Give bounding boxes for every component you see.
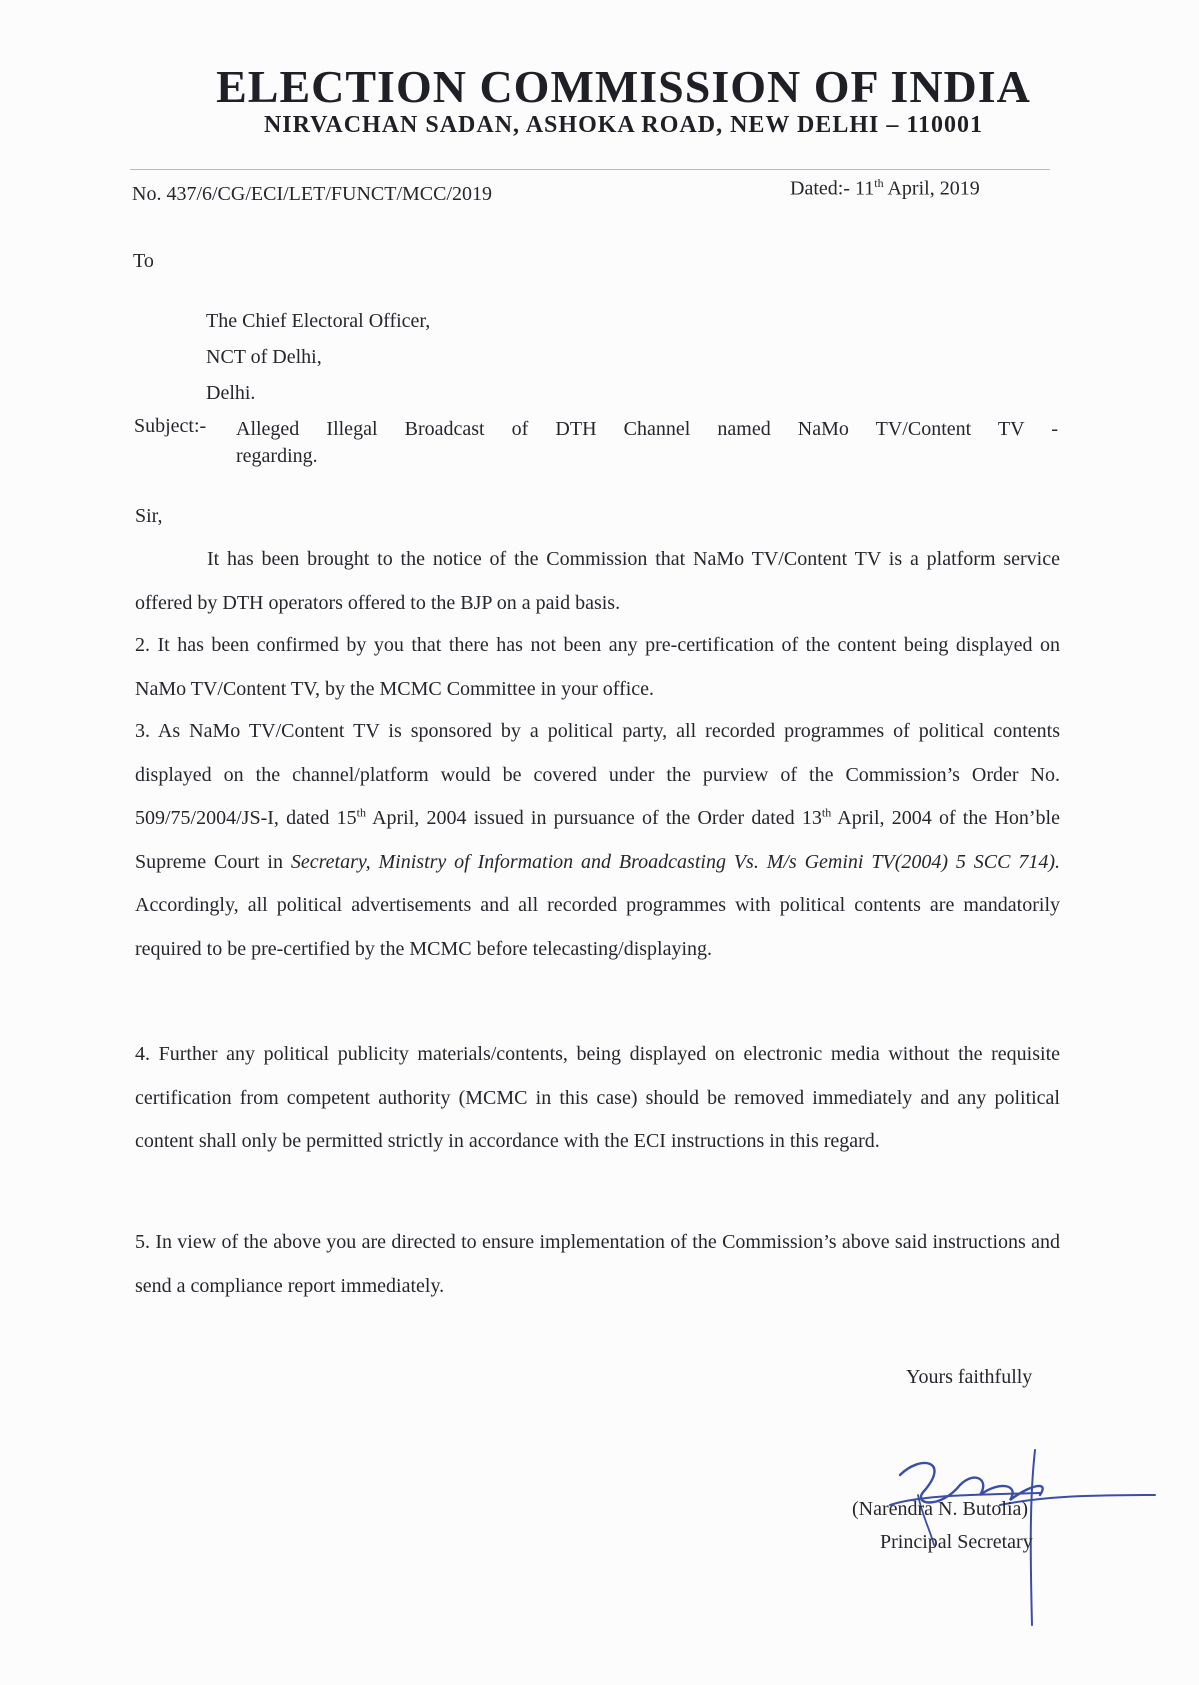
letterhead-address: NIRVACHAN SADAN, ASHOKA ROAD, NEW DELHI – 110001: [263, 112, 984, 138]
paragraph-1: It has been brought to the notice of the Commission that NaMo TV/Content TV is a platform service offered by DTH operators offered to the BJP on a paid basis.: [135, 548, 1060, 614]
subject-line-1: Alleged Illegal Broadcast of DTH Channel named NaMo TV/Content TV -: [236, 418, 1058, 440]
subject-label: Subject:-: [134, 415, 207, 437]
header-divider: [130, 169, 1050, 170]
recipient-line: The Chief Electoral Officer,: [206, 310, 431, 332]
recipient-line: Delhi.: [206, 382, 256, 404]
closing: Yours faithfully: [906, 1366, 1033, 1388]
signatory-title: Principal Secretary: [880, 1531, 1033, 1553]
paragraph-4: 4. Further any political publicity materials/contents, being displayed on electronic media without the requisite certification from competent authority (MCMC in this case) should be removed immediately and any political content shall only be permitted strictly in accordance with the ECI instructions in this regard.: [135, 1043, 1060, 1152]
signatory-name: (Narendra N. Butolia): [852, 1498, 1029, 1520]
subject-line-2: regarding.: [236, 445, 318, 467]
paragraph-5: 5. In view of the above you are directed to ensure implementation of the Commission’s above said instructions and send a compliance report immediately.: [135, 1231, 1060, 1297]
letterhead-title: ELECTION COMMISSION OF INDIA: [216, 61, 1031, 112]
paragraph-3: 3. As NaMo TV/Content TV is sponsored by a political party, all recorded programmes of political contents displayed on the channel/platform would be covered under the purview of the Commission’s Order No. 509/75/2004/JS-I, dated 15th April, 2004 issued in pursuance of the Order dated 13th April, 2004 of the Hon’ble Supreme Court in Secretary, Ministry of Information and Broadcasting Vs. M/s Gemini TV(2004) 5 SCC 714). Accordingly, all political advertisements and all recorded programmes with political contents are mandatorily required to be pre-certified by the MCMC before telecasting/displaying.: [135, 720, 1060, 960]
letter-date: Dated:- 11th April, 2019: [790, 176, 980, 200]
to-label: To: [133, 250, 154, 272]
salutation: Sir,: [135, 505, 163, 527]
recipient-line: NCT of Delhi,: [206, 346, 322, 368]
reference-number: No. 437/6/CG/ECI/LET/FUNCT/MCC/2019: [132, 183, 493, 205]
paragraph-2: 2. It has been confirmed by you that there has not been any pre-certification of the content being displayed on NaMo TV/Content TV, by the MCMC Committee in your office.: [135, 634, 1060, 700]
